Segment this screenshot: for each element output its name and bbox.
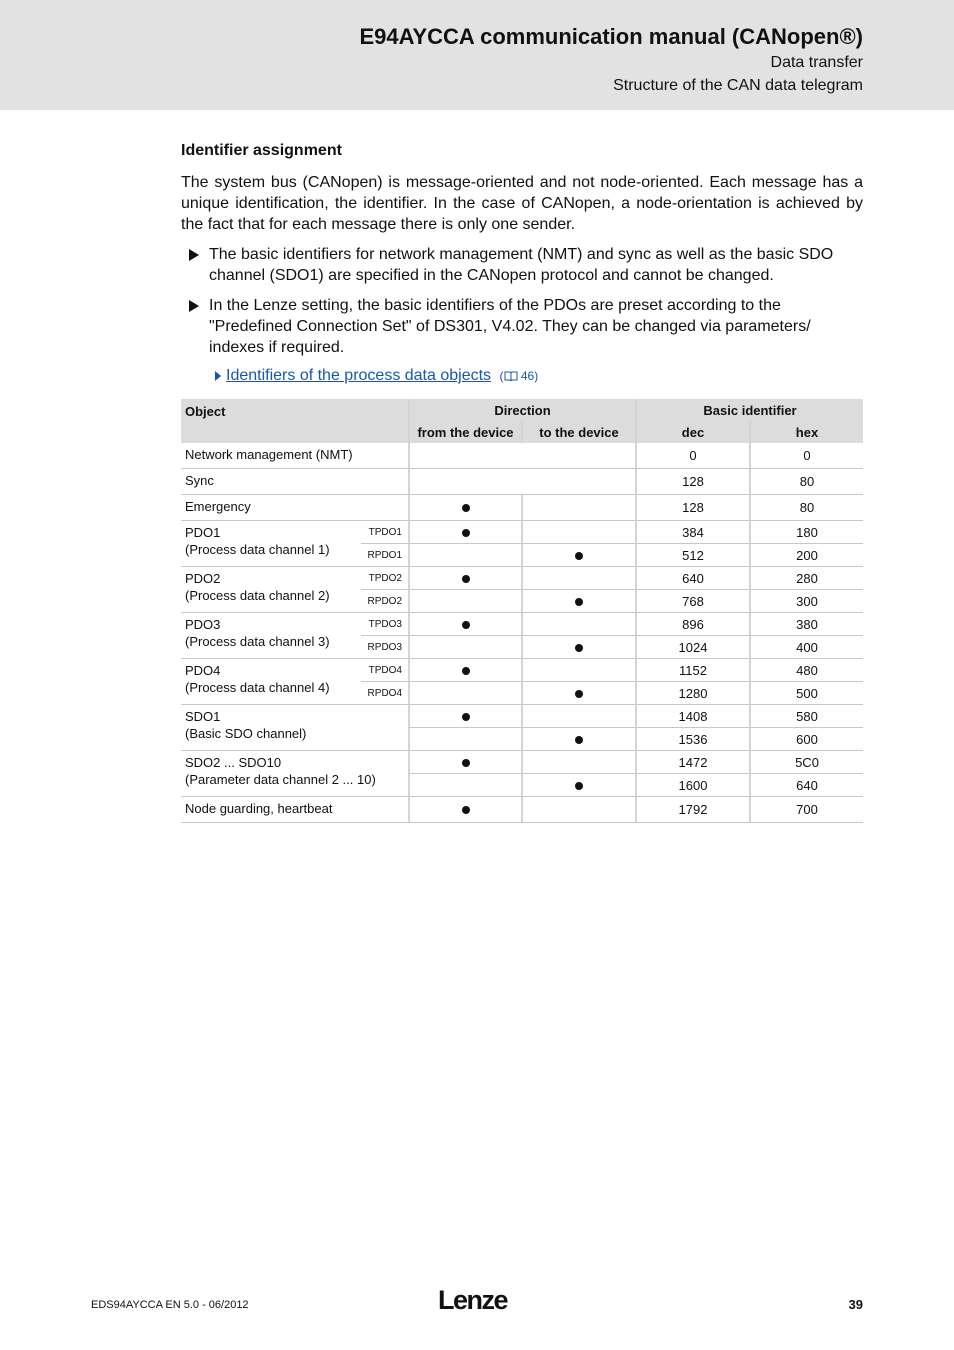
to-cell bbox=[521, 682, 635, 705]
dot-marker bbox=[575, 690, 583, 698]
page-reference[interactable]: ( 46) bbox=[499, 369, 539, 383]
object-name: PDO4 bbox=[185, 663, 221, 678]
table-row bbox=[181, 751, 863, 774]
hex-cell: 0 bbox=[749, 443, 863, 469]
table-row bbox=[181, 797, 863, 823]
basic-identifier-header: Basic identifier bbox=[635, 399, 863, 421]
to-cell bbox=[521, 728, 635, 751]
to-cell bbox=[521, 636, 635, 659]
object-cell bbox=[181, 613, 361, 659]
pdo-tag: TPDO2 bbox=[361, 567, 408, 590]
from-cell bbox=[408, 659, 521, 682]
object-cell: Network management (NMT) bbox=[181, 443, 408, 469]
bullet-item bbox=[181, 244, 863, 286]
direction-cell bbox=[408, 443, 635, 469]
object-desc: (Process data channel 2) bbox=[185, 588, 330, 603]
dec-cell: 768 bbox=[635, 590, 749, 613]
to-cell bbox=[521, 521, 635, 544]
from-cell bbox=[408, 495, 521, 521]
object-desc: (Parameter data channel 2 ... 10) bbox=[185, 772, 376, 787]
table-row bbox=[181, 705, 863, 728]
dot-marker bbox=[462, 759, 470, 767]
hex-cell: 700 bbox=[749, 797, 863, 823]
pdo-tag: TPDO4 bbox=[361, 659, 408, 682]
object-cell bbox=[181, 567, 361, 613]
document-id: EDS94AYCCA EN 5.0 - 06/2012 bbox=[91, 1299, 249, 1311]
to-cell bbox=[521, 659, 635, 682]
dec-cell: 1408 bbox=[635, 705, 749, 728]
dec-cell: 640 bbox=[635, 567, 749, 590]
dec-cell: 1152 bbox=[635, 659, 749, 682]
subsection-title: Structure of the CAN data telegram bbox=[613, 77, 863, 94]
dec-cell: 128 bbox=[635, 495, 749, 521]
to-cell bbox=[521, 544, 635, 567]
from-cell bbox=[408, 751, 521, 774]
link-arrow-icon bbox=[215, 371, 221, 381]
object-name: SDO2 ... SDO10 bbox=[185, 755, 282, 770]
page-number: 39 bbox=[848, 1297, 863, 1312]
dec-cell: 1536 bbox=[635, 728, 749, 751]
pdo-tag: TPDO1 bbox=[361, 521, 408, 544]
bullet-text: In the Lenze setting, the basic identifiers of the PDOs are preset according to the "Predefined Connection Set" of DS301, V4.02. They can be changed via parameters/ indexes if required. bbox=[209, 297, 811, 356]
object-cell bbox=[181, 751, 408, 797]
hex-header: hex bbox=[749, 421, 863, 443]
object-name: PDO2 bbox=[185, 571, 221, 586]
object-desc: (Process data channel 3) bbox=[185, 634, 330, 649]
table-row bbox=[181, 521, 863, 544]
bullet-text: The basic identifiers for network management (NMT) and sync as well as the basic SDO channel (SDO1) are specified in the CANopen protocol and cannot be changed. bbox=[209, 246, 834, 284]
to-cell bbox=[521, 705, 635, 728]
dec-cell: 1600 bbox=[635, 774, 749, 797]
to-cell bbox=[521, 590, 635, 613]
hex-cell: 5C0 bbox=[749, 751, 863, 774]
dec-cell: 512 bbox=[635, 544, 749, 567]
hex-cell: 580 bbox=[749, 705, 863, 728]
hex-cell: 200 bbox=[749, 544, 863, 567]
object-cell: Emergency bbox=[181, 495, 408, 521]
section-heading: Identifier assignment bbox=[181, 142, 342, 159]
dot-marker bbox=[462, 667, 470, 675]
main-content bbox=[181, 140, 863, 823]
bullet-arrow-icon bbox=[189, 300, 199, 312]
pdo-tag: RPDO2 bbox=[361, 590, 408, 613]
from-cell bbox=[408, 567, 521, 590]
from-cell bbox=[408, 590, 521, 613]
from-device-header: from the device bbox=[408, 421, 521, 443]
dec-cell: 1280 bbox=[635, 682, 749, 705]
hex-cell: 180 bbox=[749, 521, 863, 544]
table-row bbox=[181, 443, 863, 469]
from-cell bbox=[408, 728, 521, 751]
object-name: PDO1 bbox=[185, 525, 221, 540]
dot-marker bbox=[575, 552, 583, 560]
hex-cell: 80 bbox=[749, 469, 863, 495]
from-cell bbox=[408, 682, 521, 705]
page-header bbox=[0, 0, 954, 110]
to-cell bbox=[521, 797, 635, 823]
object-cell: Node guarding, heartbeat bbox=[181, 797, 408, 823]
dot-marker bbox=[462, 713, 470, 721]
hex-cell: 380 bbox=[749, 613, 863, 636]
dec-cell: 384 bbox=[635, 521, 749, 544]
pdo-tag: RPDO1 bbox=[361, 544, 408, 567]
to-cell bbox=[521, 567, 635, 590]
direction-header: Direction bbox=[408, 399, 635, 421]
from-cell bbox=[408, 521, 521, 544]
dot-marker bbox=[575, 644, 583, 652]
object-name: SDO1 bbox=[185, 709, 221, 724]
table-row bbox=[181, 469, 863, 495]
cross-reference bbox=[181, 365, 863, 387]
dec-cell: 1792 bbox=[635, 797, 749, 823]
bullet-arrow-icon bbox=[189, 249, 199, 261]
to-cell bbox=[521, 751, 635, 774]
lenze-logo: Lenze bbox=[438, 1285, 508, 1315]
object-desc: (Process data channel 4) bbox=[185, 680, 330, 695]
to-device-header: to the device bbox=[521, 421, 635, 443]
hex-cell: 400 bbox=[749, 636, 863, 659]
object-cell bbox=[181, 521, 361, 567]
from-cell bbox=[408, 705, 521, 728]
process-data-objects-link[interactable]: Identifiers of the process data objects bbox=[226, 367, 492, 384]
intro-paragraph: The system bus (CANopen) is message-oriented and not node-oriented. Each message has a unique identification, the identifier. In the case of CANopen, a node-orientation is achieved by the fact that for each message there is only one sender. bbox=[181, 174, 863, 233]
hex-cell: 500 bbox=[749, 682, 863, 705]
dot-marker bbox=[575, 736, 583, 744]
to-cell bbox=[521, 774, 635, 797]
pdo-tag: TPDO3 bbox=[361, 613, 408, 636]
from-cell bbox=[408, 774, 521, 797]
pdo-tag: RPDO4 bbox=[361, 682, 408, 705]
dot-marker bbox=[462, 575, 470, 583]
from-cell bbox=[408, 613, 521, 636]
manual-title: E94AYCCA communication manual (CANopen®) bbox=[359, 24, 863, 49]
dec-cell: 1024 bbox=[635, 636, 749, 659]
object-cell bbox=[181, 659, 361, 705]
from-cell bbox=[408, 636, 521, 659]
dot-marker bbox=[462, 504, 470, 512]
object-desc: (Process data channel 1) bbox=[185, 542, 330, 557]
book-icon bbox=[504, 371, 518, 381]
section-title: Data transfer bbox=[770, 54, 863, 71]
hex-cell: 80 bbox=[749, 495, 863, 521]
object-desc: (Basic SDO channel) bbox=[185, 726, 307, 741]
object-cell bbox=[181, 705, 408, 751]
dot-marker bbox=[462, 529, 470, 537]
object-name: PDO3 bbox=[185, 617, 221, 632]
from-cell bbox=[408, 544, 521, 567]
table-row bbox=[181, 567, 863, 590]
table-row bbox=[181, 613, 863, 636]
dec-cell: 896 bbox=[635, 613, 749, 636]
table-row bbox=[181, 495, 863, 521]
pdo-tag: RPDO3 bbox=[361, 636, 408, 659]
hex-cell: 300 bbox=[749, 590, 863, 613]
hex-cell: 600 bbox=[749, 728, 863, 751]
bullet-item bbox=[181, 295, 863, 358]
from-cell bbox=[408, 797, 521, 823]
object-cell: Sync bbox=[181, 469, 408, 495]
to-cell bbox=[521, 613, 635, 636]
object-header: Object bbox=[181, 399, 408, 443]
dot-marker bbox=[575, 782, 583, 790]
dec-cell: 128 bbox=[635, 469, 749, 495]
dec-cell: 1472 bbox=[635, 751, 749, 774]
hex-cell: 280 bbox=[749, 567, 863, 590]
dec-header: dec bbox=[635, 421, 749, 443]
dot-marker bbox=[462, 806, 470, 814]
dec-cell: 0 bbox=[635, 443, 749, 469]
hex-cell: 480 bbox=[749, 659, 863, 682]
page-reference-number: 46 bbox=[520, 369, 535, 383]
dot-marker bbox=[575, 598, 583, 606]
table-row bbox=[181, 659, 863, 682]
hex-cell: 640 bbox=[749, 774, 863, 797]
to-cell bbox=[521, 495, 635, 521]
dot-marker bbox=[462, 621, 470, 629]
identifier-table bbox=[181, 399, 863, 823]
direction-cell bbox=[408, 469, 635, 495]
